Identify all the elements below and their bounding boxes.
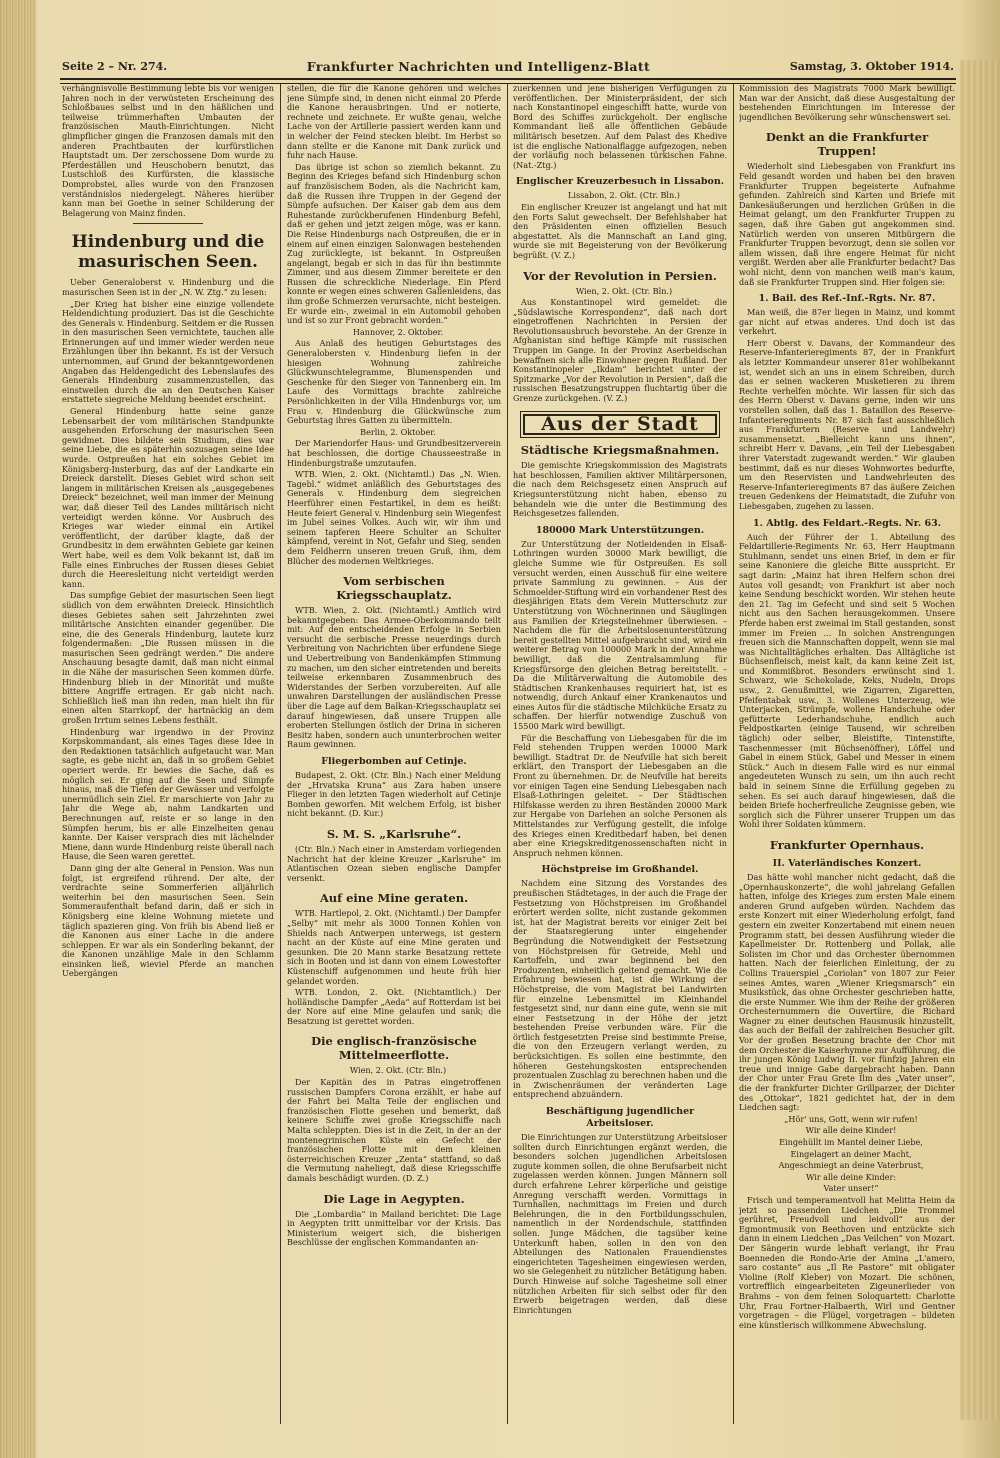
paragraph: Frisch und temperamentvoll hat Melitta Heim da jetzt so passenden Liedchen „Die Trommel gerühret, Freudvoll und leidvoll“ aus der Egmontmusik von Beethoven und entzückte sich dann in einem Liedchen „Das Veilchen“ von Mozart. Der Sängerin wurde lebhaft verlangt, ihr Frau Boenneden die Rondo-Arie der Amina „L'amero, saro costante“ aus „Il Re Pastore“ mit obligater Violine (Rolf Kleber) von Mozart. Die schönen, vortrefflich eingearbeiteten Zigeunerlieder von Brahms – von dem feinen Soloquartett: Charlotte Uhr, Frau Fortner-Halbaerth, Wirl und Gentner vorgetragen – die Flügel, vorgetragen – bildeten eine künstlerisch willkommene Abwechslung. [739,1194,955,1330]
paragraph: Zur Unterstützung der Notleidenden in Elsaß-Lothringen wurden 30000 Mark bewilligt, die gleiche Summe wie für Ostpreußen. Es soll versucht werden, einen Ausschuß für eine weitere private Sammlung zu gewinnen. – Aus der Schmoelder-Stiftung wird ein vorhandener Rest des diesjährigen Etats dem Verein Mutterschutz zur Unterstützung von Wöchnerinnen und Säuglingen aus Familien der Kriegsteilnehmer überwiesen. – Nachdem die für die Arbeitslosenunterstützung bereit gestellten Mittel aufgebraucht sind, wird ein weiterer Betrag von 100000 Mark in der Annahme bewilligt, daß die Zentralsammlung für Kriegsfürsorge den gleichen Betrag bereitstellt. – Da die Militärverwaltung die Automobile des Städtischen Krankenhauses requiriert hat, ist es notwendig, durch Ankauf einer Krankenautos und eines Autos für die städtische Milchküche Ersatz zu schaffen. Der hierfür notwendige Zuschuß von 15500 Mark wird bewilligt. [513,538,727,732]
paragraph: Die gemischte Kriegskommission des Magistrats hat beschlossen, Familien aktiver Militärpersonen, die nach dem Reichsgesetz einen Anspruch auf Kriegsunterstützung nicht haben, ebenso zu behandeln wie die unter die Bestimmung des Reichsgesetzes fallenden. [513,460,727,519]
paragraph: Ein englischer Kreuzer ist angelangt und hat mit den Forts Salut gewechselt. Der Befehlshaber hat den Präsidenten einen offiziellen Besuch abgestattet. Als die Mannschaft an Land ging, wurde sie mit Begeisterung von der Bevölkerung begrüßt. (V. Z.) [513,201,727,260]
headline-unterstuetzungen: 180000 Mark Unterstützungen. [535,524,705,536]
paragraph: Budapest, 2. Okt. (Ctr. Bln.) Nach einer Meldung der „Hrvatska Kruna“ aus Zara haben unsere Flieger in den letzten Tagen wiederholt auf Cetinje Bomben geworfen. Mit welchem Erfolg, ist bisher nicht bekannt. (D. Kur.) [287,770,501,819]
headline-mine: Auf eine Mine geraten. [319,891,469,906]
paragraph: Aus Anlaß des heutigen Geburtstages des Generalobersten v. Hindenburg liefen in der hiesigen Wohnung zahlreiche Glückwunschtelegramme, Blumenspenden und Geschenke für den Sieger von Tannenberg ein. Im Laufe des Vormittags brachte zahlreiche Persönlichkeiten in der Villa Hindenburgs vor, um Frau v. Hindenburg die Glückwünsche zum Geburtstag ihres Gatten zu übermitteln. [287,338,501,426]
column-divider [507,84,508,1424]
paragraph: General Hindenburg hatte seine ganze Lebensarbeit der vom militärischen Standpunkte ausgehenden Erforschung der masurischen Seen gewidmet. Dies bildete sein Studium, dies war seine Liebe, die es späterhin sozusagen seine Idee wurde. Ostpreußen hat ein solches Gebiet im Königsberg-Insterburg, das auf der Landkarte ein Dreieck darstellt. Dieses Gebiet wird schon seit langem in militärischen Kreisen als „ausgegebenes Dreieck“ bezeichnet, weil man immer der Meinung war, daß dieser Teil des Landes militärisch nicht verteidigt werden könne. Vor Ausbruch des Krieges war wieder einmal ein Artikel veröffentlicht, der darüber klagte, daß der Grundbesitz in dem erwähnten Gebiete gar keinen Wert habe, weil es dem Volk bekannt ist, daß im Falle eines Einbruches der Russen dieses Gebiet durch die Heeresleitung nicht verteidigt werden kann. [62,406,274,589]
headline-feldart-63: 1. Abtlg. des Feldart.-Regts. Nr. 63. [752,517,942,529]
paragraph: Für die Beschaffung von Liebesgaben für die im Feld stehenden Truppen werden 10000 Mark bewilligt. Stadtrat Dr. de Neufville hat sich bereit erklärt, den Transport der Liebesgaben an die Front zu übernehmen. Dr. de Neufville hat bereits vor einigen Tagen eine Sendung Liebesgaben nach Elsaß-Lothringen geleitet. – Der Städtischen Hilfskasse werden zu ihren Beständen 20000 Mark zur Hergabe von Darlehen an solche Personen als Mittelstandes zur Verfügung gestellt, die infolge des Krieges einen Kreditbedarf haben, bei denen aber eine Kriegskreditgenossenschaften nicht in Anspruch nehmen können. [513,732,727,858]
paragraph: Dann ging der alte General in Pension. Was nun folgt, ist ergreifend rührend. Der alte, der verdrachte seine Sommerferien alljährlich weiterhin bei den masurischen Seen. Sein Sommeraufenthalt befand darin, daß er sich in Königsberg eine kleine Wohnung mietete und täglich spazieren ging. Von früh bis Abend ließ er die Kanonen aus einer Lache in die andere schleppen. Er war als ein Sonderling bekannt, der die Kanonen unzählige Male in den Schlamm einsinken ließ, wieviel Pferde an manchen Uebergängen [62,862,274,979]
paragraph: Der Mariendorfer Haus- und Grundbesitzerverein hat beschlossen, die dortige Chausseestraße in Hindenburgstraße umzutaufen. [287,438,501,468]
page-header [62,56,954,76]
column-4 [739,84,955,1428]
article-continuation: verhängnisvolle Bestimmung lebte bis vor wenigen Jahren noch in der verwüsteten Erscheinung des Schloßbaues selbst und in den häßlichen und teilweise trümmerhaften Umbauten der französischen Mauth-Einrichtungen. Nicht glimpflicher gingen die Franzosen damals mit den anderen Prachtbauten der kurfürstlichen Hauptstadt um. Der zerschossene Dom wurde zu Pferdeställen und Heuschobern benutzt, das Lustschloß des Kurfürsten, die klassische Domprobstei, alles wurde von den Franzosen verständnislos niedergelegt. Näheres hierüber kann man bei Goethe in seiner Schilderung der Belagerung von Mainz finden. [62,84,274,218]
page-number: Seite 2 – Nr. 274. [62,59,168,73]
poem-line: Wir alle deine Kinder! [805,1125,897,1136]
paragraph: zuerkennen und jene bisherigen Verfügungen zu veröffentlichen. Der Ministerpräsident, der sich nach Konstantinopel eingeschifft hatte, wurde von Bord des Schiffes zurückgeholt. Der englische Kommandant ließ alle öffentlichen Gebäude militärisch besetzen. Auf dem Palast des Khedive ist die englische Nationalflagge aufgezogen, neben der vorläufig noch belassenen türkischen Fahne. (Nat.-Ztg.) [513,84,727,170]
binding-spine [0,0,36,1458]
section-banner-aus-der-stadt: Aus der Stadt [523,414,717,436]
headline-serbia: Vom serbischen Kriegsschauplatz. [336,574,452,603]
headline-kriegsmassnahmen: Städtische Kriegsmaßnahmen. [520,443,720,458]
paragraph: Auch der Führer der 1. Abteilung des Feldartillerie-Regiments Nr. 63, Herr Hauptmann Stuhlmann, sendet uns einen Brief, in dem er für seine Kanoniere die gleiche Bitte ausspricht. Er sagt darin: „Mainz hat ihren Helfern schon drei Autos voll gesandt; von Frankfurt ist aber noch keine Sendung beschickt worden. Wir stehen heute den 21. Tag im Gefecht und sind seit 5 Wochen nicht aus den Sachen herausgekommen. Unsere Pferde haben erst zweimal im Stall gestanden, sonst immer im Freien ... In solchen Anstrengungen freuen sich die Mannschaften doppelt, wenn sie mal was Nichtalltägliches erhalten. Das Alltägliche ist Büchsenfleisch, meist kalt, da kann keine Zeit ist, und Kommißbrot. Besonders erwünscht sind 1. Schwarz, wie Schokolade, Keks, Nudeln, Drops usw., 2. Genußmittel, wie Zigarren, Zigaretten, Pfeifentabak usw., 3. Wollenes Unterzeug, wie Unterjacken, Strümpfe, wollene Handschuhe oder gefütterte Lederhandschuhe, endlich auch Feldpostkarten (einige Tausend, wir schreiben täglich) oder selber, Bleistifte, Tintenstifte, Taschenmesser (mit Büchsenöffner), Löffel und Gabel in einem Stück, Gabel und Messer in einem Stück.“ Auch in diesem Falle wird es nur einmal angedeuteten Wunsch zu sein, um ihn auch recht bald in seinem Sinne die Erfüllung gegeben zu sehen. Es sei auch darauf hingewiesen, daß die beiden Briefe hocherfreuliche Zeugnisse geben, wie sorglich sich die Führer unserer Truppen um das Wohl ihrer Soldaten kümmern. [739,531,955,830]
paragraph: WTB. Wien, 2. Okt. (Nichtamtl.) Amtlich wird bekanntgegeben: Das Armee-Oberkommando teilt mit: Auf den entscheidenden Erfolge in Serbien versucht die serbische Presse neuerdings durch Verbreitung von Nachrichten über erfundene Siege und Uebertreibung von Bandenkämpfen Stimmung zu machen, um den sicher eintretenden und bereits teilweise erkennbaren Zusammenbruch des Widerstandes der Serben vorzubereiten. Auf alle unwahren Darstellungen der ausländischen Presse über die Lage auf dem Balkan-Kriegsschauplatz sei darauf hingewiesen, daß unsere Truppen alle eroberten Stellungen östlich der Drina in sicheren Besitz haben, sondern auch ununterbrochen weiter Raum gewinnen. [287,605,501,750]
headline-hoechstpreise: Höchstpreise im Großhandel. [541,864,699,876]
dateline: Lissabon, 2. Okt. (Ctr. Bln.) [568,190,680,201]
masthead: Frankfurter Nachrichten und Intelligenz-Blatt [306,58,651,74]
paragraph: Der Kapitän des in Patras eingetroffenen russischen Dampfers Corona erzählt, er habe auf der Fahrt bei Malta Teile der englischen und französischen Flotte gesehen und bemerkt, daß keinere Schiffe zwei große Kriegsschiffe nach Malta schleppten. Dies ist in die Zeit, in der an der montenegrinischen Küste ein Gefecht der französischen Flotte mit dem kleinen österreichischen Kreuzer „Zenta“ stattfand, so daß die Vermutung naheliegt, daß diese Kriegsschiffe damals beschädigt wurden. (D. Z.) [287,1077,501,1183]
paragraph: WTB. Hartlepol, 2. Okt. (Nichtamtl.) Der Dampfer „Selby“ mit mehr als 3000 Tonnen Kohlen von Shields nach Antwerpen unterwegs, ist gestern nacht an der Küste auf eine Mine geraten und gesunken. Die 20 Mann starke Besatzung rettete sich in Booten und ist dann von einem Lowestofter Küstenschiff aufgenommen und heute früh hier gelandet worden. [287,908,501,986]
paragraph: Das übrige ist schon so ziemlich bekannt. Zu Beginn des Krieges befand sich Hindenburg schon auf französischem Boden, als die Nachricht kam, daß die Russen ihre Truppen in der Gegend der Sümpfe aufsuchen. Der Kaiser gab dem aus dem Ruhestande zurückberufenen Hindenburg Befehl, daß er gehen und jetzt zeigen möge, was er kann. Die Reise Hindenburgs nach Ostpreußen, die er in einem auf einen einzigen Salonwagen bestehenden Zug zurücklegte, ist bekannt. In Ostpreußen angelangt, begab er sich in das für ihn bestimmte Zimmer, und aus diesem Zimmer bereitete er den Russen die schreckliche Niederlage. Ein Pferd konnte er wegen eines schweren Gallenleidens, das ihm große Schmerzen verursachte, nicht besteigen. Er wurde ein-, zweimal in ein Automobil gehoben und ist so zur Front gebracht worden.“ [287,161,501,326]
headline-arbeitslose: Beschäftigung jugendlicher Arbeitsloser. [545,1106,695,1130]
dateline: Wien, 2. Okt. (Ctr. Bln.) [349,1065,447,1076]
poem-line: Eingelagert an deiner Macht, [790,1148,912,1159]
issue-date: Samstag, 3. Oktober 1914. [789,59,954,73]
poem-line: Eingehüllt im Mantel deiner Liebe, [779,1137,923,1147]
paragraph: (Ctr. Bln.) Nach einer in Amsterdam vorliegenden Nachricht hat der kleine Kreuzer „Karlsruhe“ im Atlantischen Ozean sieben englische Dampfer versenkt. [287,843,501,883]
dateline: Berlin, 2. Oktober. [360,426,436,437]
paragraph: Man weiß, die 87er liegen in Mainz, und kommt gar nicht auf etwas anderes. Und doch ist das verkehrt. [739,307,955,337]
dateline: Hannover, 2. Oktober. [352,326,444,337]
section-rule [133,223,203,224]
paragraph: WTB. London, 2. Okt. (Nichtamtlich.) Der holländische Dampfer „Aeda“ auf Rotterdam ist bei der Nore auf eine Mine gelaufen und sank; die Besatzung ist gerettet worden. [287,987,501,1026]
column-divider [280,84,281,1424]
paragraph: Aus Konstantinopel wird gemeldet: die „Südslawische Korrespondenz“, daß nach dort eingetroffenen Nachrichten in Persien der Revolutionsausbruch bevorstehe. An der Grenze in Afghanistan sind heftige Kämpfe mit russischen Truppen im Gange. In der Provinz Aserbeidschan bewaffnen sich alle Einwohner gegen Rußland. Der Konstantinopeler „Ikdam“ berichtet unter der Spitzmarke „Vor der Revolution in Persien“, daß die russischen Besatzungstruppen fluchtartig über die Grenze zurückgehen. (V. Z.) [513,297,727,404]
headline-lisbon: Englischer Kreuzerbesuch in Lissabon. [515,176,725,188]
dateline: Wien, 2. Okt. (Ctr. Bln.) [575,285,673,296]
paragraph: Wiederholt sind Liebesgaben von Frankfurt ins Feld gesandt worden und haben bei den braven Frankfurter Truppen begeisterte Aufnahme gefunden. Zahlreich sind Karten und Briefe mit Dankesäußerungen und herzlichen Grüßen in die Heimat gelangt, um den Frankfurter Truppen zu sagen, daß ihre Gaben gut angekommen sind. Natürlich werden von unseren Mitbürgern die Frankfurter Truppen bevorzugt, denn sie sollen vor allem wissen, daß ihre engere Heimat für nicht vergißt. Werden aber alle Frankfurter bedacht? Das wohl nicht, denn von manchen weiß man's kaum, daß sie Frankfurter Truppen sind. Hier folgen sie: [739,161,955,287]
headline-mediterranean: Die englisch-französische Mittelmeerflotte. [311,1034,477,1063]
column-2 [287,84,501,1428]
paragraph: Kommission des Magistrats 7000 Mark bewilligt. Man war der Ansicht, daß diese Ausgestaltung der bestehenden Einrichtungen im Interesse der jugendlichen Bevölkerung sehr wünschenswert sei. [739,84,955,122]
page-edge [960,60,1000,1420]
headline-hindenburg: Hindenburg und die masurischen Seen. [71,232,265,273]
headline-egypt: Die Lage in Aegypten. [323,1191,465,1206]
headline-cetinje: Fliegerbomben auf Cetinje. [321,756,467,767]
column-divider [733,84,734,1424]
paragraph: „Der Krieg hat bisher eine einzige vollendete Heldendichtung produziert. Das ist die Geschichte des Generals v. Hindenburg. Seitdem er die Russen in den masurischen Seen vernichtete, tauchen alle Erinnerungen auf und immer wieder werden neue Erzählungen über ihn bekannt. Es ist der Versuch unternommen, auf Grund der bekanntgewordenen Angaben das Heldengedicht des Lebenslaufes des Generals Hindenburg zusammenzustellen, das einstweilen durch die an den Deutschen Kaiser erstattete siegreiche Meldung beendet erscheint. [62,298,274,405]
column-1 [62,84,274,1428]
paragraph: Die „Lombardia“ in Mailand berichtet: Die Lage in Aegypten tritt unmittelbar vor der Krisis. Das Ministerium weigert sich, die bisherigen Beschlüsse der englischen Kommandanten an- [287,1208,501,1248]
paragraph: Nachdem eine Sitzung des Vorstandes des preußischen Städtetages, in der auch die Frage der Festsetzung von Höchstpreisen im Großhandel erörtert werden sollte, nicht zustande gekommen ist, hat der Magistrat bereits vor einiger Zeit bei der Staatsregierung unter eingehender Begründung die Notwendigkeit der Festsetzung von Höchstpreisen für Getreide, Mehl und Kartoffeln, und zwar beginnend bei den Produzenten, einheitlich geltend gemacht. Wie die Erfahrung bewiesen hat, ist die Wirkung der Höchstpreise, die vom Magistrat bei Landwirten für einzelne Lebensmittel im Kleinhandel festgesetzt sind, nur dann eine gute, wenn sie mit einer Festsetzung in der Höhe der jetzt bestehenden Preise verbunden wäre. Für die örtlich festgesetzten Preise sind bestimmte Preise, die von den Erzeugern verlangt werden, zu berücksichtigen. Es sollen eine bestimmte, den höheren Gestehungskosten entsprechenden prozentualen Zuschlag zu berechnen haben und die in Zwischenräumen der veränderten Lage entsprechend abzuändern. [513,878,727,1100]
paragraph: Hindenburg war irgendwo in der Provinz Korpskommandant, als eines Tages diese Idee in den Redaktionen tatsächlich aufgetaucht war. Man sagte, es gebe nicht an, daß in so großem Gebiet operiert werde. Er bewies die Sache, daß es möglich sei. Er ging auf die Seen und Sümpfe hinaus, maß die Tiefen der Gewässer und verfolgte unermüdlich sein Ziel. Er marschierte von Jahr zu Jahr die Wege ab, nahm Landkarten und Berechnungen auf, reiste er so lange in den Sümpfen herum, bis er alle Einzelheiten genau kannte. Der Kaiser versprach dies mit lächelnder Miene, dann wurde Hindenburg reiste überall nach Hause, die Seen waren gerettet. [62,726,274,862]
column-3 [513,84,727,1428]
paragraph: Das hätte wohl mancher nicht gedacht, daß die „Opernhauskonzerte“, die wohl jahrelang Gefallen hatten, infolge des Krieges zum ersten Male einem anderen Grund aufgeben würden. Nachdem das erste Konzert mit einer Wiederholung erfolgt, fand gestern ein zweiter Konzertabend mit einem neuen Programm statt, bei dessen Ausführung wieder die Kapellmeister Dr. Rottenberg und Pollak, alle Solisten im Chor und das Orchester übernommen hatten. Nach der feierlichen Einleitung, der zu Collins Trauerspiel „Coriolan“ von 1807 zur Feier seines Amtes, waren „Wiener Kriegsmarsch“ ein Musikstück, das ohne Orchester geschrieben hatte, die erste Nummer. Wie ihm der Reihe der größeren Orchesternummern die Ouvertüre, die Richard Wagner zu einer deutschen Hausmusik hinzustellt, das auch der Beifall der zahlreichen Besucher gilt. Vor der großen Besetzung brachte der Chor mit dem Orchester die Kaiserhymne zur Aufführung, die ihr jungen König Ludwig II. vor fünfzig Jahren ein treue und innige Gabe dargebracht haben. Dann der Chor unter Frau Grete Ilm des „Vater unser“, die der frankfurter Dichter Grillparzer, der Dichter des „Ottokar“, 1821 gedichtet hat, der in dem Liedchen sagt: [739,871,955,1113]
paragraph: stellen, die für die Kanone gehören und welches jene Sümpfe sind, in denen nicht einmal 20 Pferde die Kanone herausbringen. Und er notierte, rechnete und zeichnete. Er wußte genau, welche Lache von der Artillerie passiert werden kann und in welcher der Feind stecken bleibt. Im Herbst so dann stellte er die Kanone mit Dank zurück und fuhr nach Hause. [287,84,501,161]
paragraph: WTB. Wien, 2. Okt. (Nichtamtl.) Das „N. Wien. Tagebl.“ widmet anläßlich des Geburtstages des Generals v. Hindenburg dem siegreichen Heerführer einen Festartikel, in dem es heißt: Heute feiert General v. Hindenburg sein Wiegenfest im Jubel seines Volkes. Auch wir, wir ihm und seinem tapferen Heere Schulter an Schulter kämpfend, vereint in Not, Gefahr und Sieg, senden dem Feldherrn unseren treuen Gruß, ihm, dem Blücher des modernen Weltkrieges. [287,469,501,566]
headline-persia: Vor der Revolution in Persien. [523,268,717,283]
headline-frankfurter-truppen: Denkt an die Frankfurter Truppen! [765,130,929,159]
poem-line: Angeschmiegt an deine Vaterbrust, [778,1160,924,1171]
paragraph: Das sumpfige Gebiet der masurischen Seen liegt südlich von dem erwähnten Dreieck. Hinsichtlich dieses Gebietes sahen seit Jahrzehnten zwei militärische Ansichten einander gegenüber. Die eine, die des Generals Hindenburg, lautete kurz folgendermaßen: „Die Russen müssen in die masurischen Seen gedrängt werden.“ Die andere Anschauung besagte damit, daß man nicht einmal in die Nähe der masurischen Seen kommen dürfe. Hindenburg blieb in der Minorität und mußte bittere Angriffe ertragen. Er gab nicht nach. Schließlich ließ man ihn reden, man hielt ihn für einen alten Starrkopf, der hartnäckig an dem großen Irrtum seines Lebens festhält. [62,590,274,726]
headline-regiment-87: 1. Bail. des Ref.-Inf.-Rgts. Nr. 87. [758,293,936,305]
poem-line: Wir alle deine Kinder: [805,1171,897,1182]
paragraph: Ueber Generaloberst v. Hindenburg und die masurischen Seen ist in der „N. W. Ztg.“ zu lesen: [62,277,274,297]
paragraph: Herr Oberst v. Davans, der Kommandeur des Reserve-Infanterieregiments 87, der in Frankfurt als letzter Kommandeur unserer 81er wohlbekannt ist, wendet sich an uns in einem Schreiben, durch das er seinen wackeren Musketieren zu ihrem Rechte verhelfen möchte. Wir lassen für sich das des Herrn Oberst v. Davans gerne, inden wir uns vorstellen sollen, daß das 1. Bataillon des Reserve-Infanterieregiments Nr. 87 sich fast ausschließlich aus Frankfurtern (Reserve und Landwehr) zusammensetzt. „Bielleicht kann uns ihnen“, schreibt Herr v. Davans, „ein Teil der Liebesgaben ihrer Vaterstadt zugewandt werden.“ Wir glauben bestimmt, daß es nur dieses Wohnwortes bedurfte, um den Reservisten und Landwehrleuten des Reserve-Infanterieregiments 87 das äußere Zeichen treuen Gedenkens der Heimatstadt, die Zufuhr von Liebesgaben, zugehen zu lassen. [739,337,955,511]
poem-line: Vater unser!“ [823,1183,879,1194]
headline-karlsruhe: S. M. S. „Karlsruhe“. [326,826,462,841]
paragraph: Die Einrichtungen zur Unterstützung Arbeitsloser sollten durch Einrichtungen ergänzt werden, die besonders solchen jugendlichen Arbeitslosen zugute kommen sollen, die ohne Berufsarbeit nicht zugelassen werden können. Jungen Männern soll durch erfahrene Lehrer körperliche und geistige Anregung verschafft werden. Vormittags in Turnhallen, nachmittags im Freien und durch Belehrungen, die in den Fortbildungsschulen, namentlich in der Nordendschule, stattfinden sollen. Junge Mädchen, die tagsüber keine Unterkunft haben, sollen in den von den Abteilungen des Nationalen Frauendienstes eingerichteten Tagesheimen eingewiesen werden, wo sie Gelegenheit zu nützlicher Betätigung haben. Durch Hinweise auf solche Tagesheime soll einer nützlichen Arbeiten für sich selbst oder für den Erwerb beigetragen werden, daß diese Einrichtungen [513,1132,727,1315]
subheadline-konzert: II. Vaterländisches Konzert. [772,857,922,869]
poem-line: „Hör' uns, Gott, wenn wir rufen! [784,1113,918,1124]
headline-opernhaus: Frankfurter Opernhaus. [769,837,925,852]
